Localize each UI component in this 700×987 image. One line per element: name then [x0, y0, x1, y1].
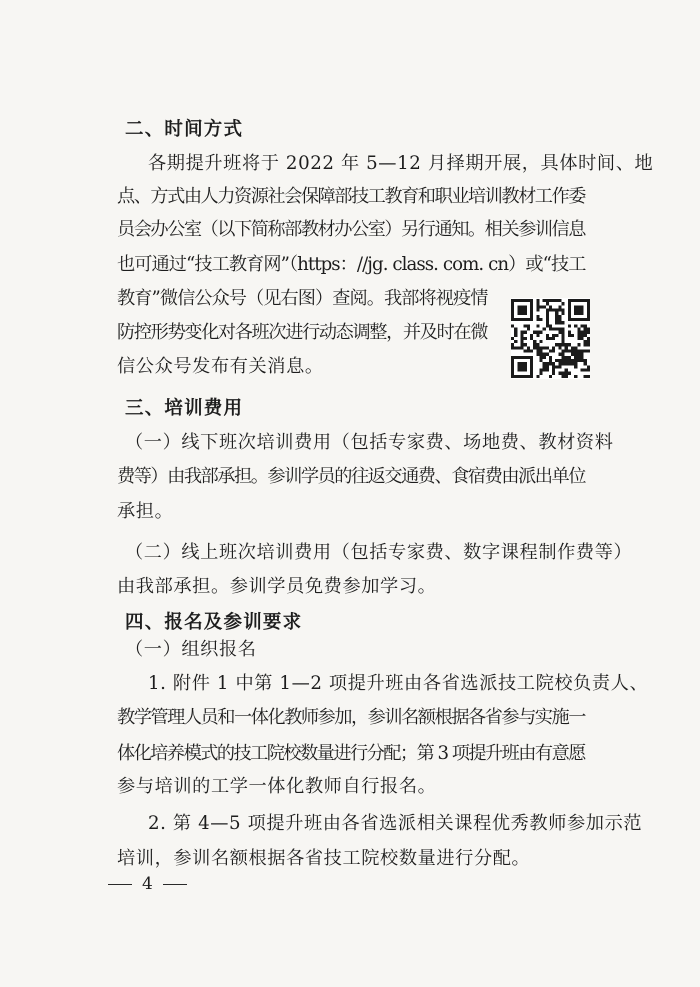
body-line: 防控形势变化对各班次进行动态调整，并及时在微 — [117, 322, 488, 343]
body-line: 也可通过“技工教育网”（https：//jg. class. com. cn）或“技工 — [117, 254, 586, 275]
body-line: 教学管理人员和一体化教师参加，参训名额根据各省参与实施一 — [117, 707, 585, 728]
body-line: （一）线下班次培训费用（包括专家费、场地费、教材资料 — [125, 432, 614, 453]
body-line: 承担。 — [117, 501, 174, 522]
footer-dash-left — [108, 884, 132, 885]
body-line: 参与培训的工学一体化教师自行报名。 — [117, 776, 437, 797]
body-line: 各期提升班将于 2022 年 5—12 月择期开展，具体时间、地 — [148, 153, 654, 174]
body-line: 费等）由我部承担。参训学员的往返交通费、食宿费由派出单位 — [117, 466, 585, 487]
section-heading: 三、培训费用 — [125, 398, 244, 419]
body-line: 培训，参训名额根据各省技工院校数量进行分配。 — [117, 848, 531, 869]
qr-code-icon — [511, 298, 590, 379]
body-line: 1. 附件 1 中第 1—2 项提升班由各省选派技工院校负责人、 — [148, 673, 649, 694]
body-line: （一）组织报名 — [125, 639, 257, 660]
body-line: 信公众号发布有关消息。 — [117, 356, 324, 377]
section-heading: 二、时间方式 — [125, 119, 244, 140]
footer-dash-right — [163, 884, 187, 885]
body-line: 由我部承担。参训学员免费参加学习。 — [117, 576, 437, 597]
page-footer — [108, 874, 187, 894]
body-line: 教育”微信公众号（见右图）查阅。我部将视疫情 — [117, 288, 488, 309]
body-line: 点、方式由人力资源社会保障部技工教育和职业培训教材工作委 — [117, 186, 585, 207]
body-line: （二）线上班次培训费用（包括专家费、数字课程制作费等） — [125, 542, 633, 563]
section-heading: 四、报名及参训要求 — [125, 612, 303, 633]
page-number: 4 — [142, 874, 153, 894]
body-line: 员会办公室（以下简称部教材办公室）另行通知。相关参训信息 — [117, 219, 585, 240]
body-line: 体化培养模式的技工院校数量进行分配；第 3 项提升班由有意愿 — [117, 743, 585, 764]
body-line: 2. 第 4—5 项提升班由各省选派相关课程优秀教师参加示范 — [148, 813, 643, 834]
